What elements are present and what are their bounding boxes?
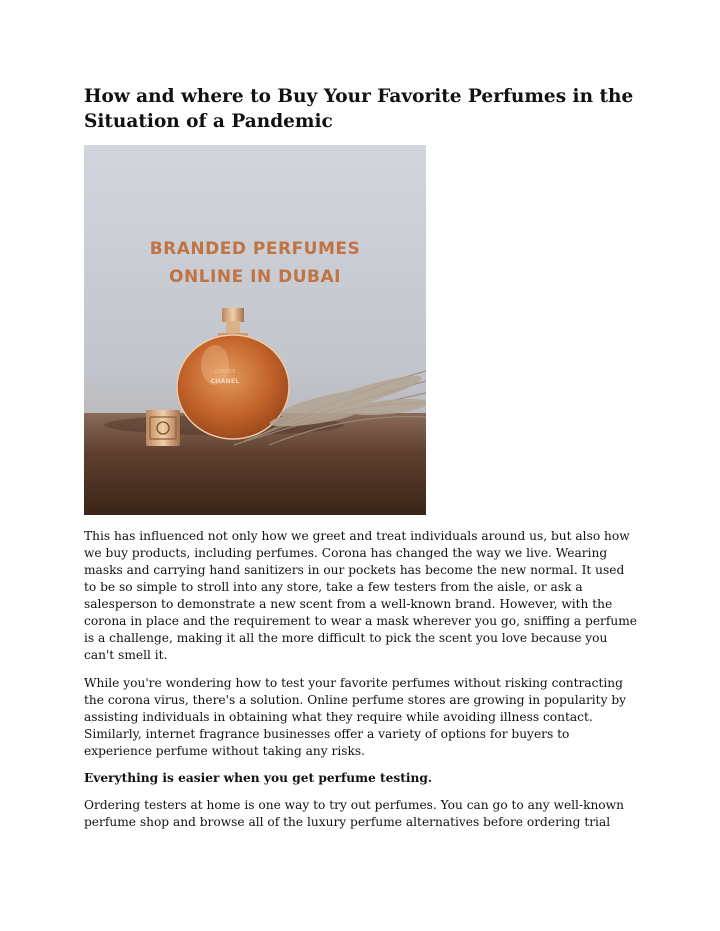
bottle-small-text: CHANCE — [214, 369, 236, 375]
hero-banner-line-2: ONLINE IN DUBAI — [169, 267, 341, 287]
article-paragraph-3: Ordering testers at home is one way to try out perfumes. You can go to any well-known perfume shop and browse all of the luxury perfume alternatives before ordering trial — [84, 798, 624, 829]
perfume-cap — [146, 410, 180, 446]
article-subheading: Everything is easier when you get perfume testing. — [84, 771, 433, 785]
article-title: How and where to Buy Your Favorite Perfumes in the Situation of a Pandemic — [84, 86, 634, 132]
article-paragraph-2: While you're wondering how to test your favorite perfumes without risking contracting the corona virus, there's a solution. Online perfume stores are growing in popularity by assisting individuals in obtaining what they require while avoiding illness contact. Similarly, internet fragrance businesses offer a variety of options for buyers to experience perfume without taking any risks. — [84, 676, 627, 758]
article-paragraph-1: This has influenced not only how we greet and treat individuals around us, but also how we buy products, including perfumes. Corona has changed the way we live. Wearing masks and carrying hand sanitizers in our pockets has become the new normal. It used to be so simple to stroll into any store, take a few testers from the aisle, or ask a salesperson to demonstrate a new scent from a well-known brand. However, with the corona in place and the requirement to wear a mask wherever you go, sniffing a perfume is a challenge, making it all the more difficult to pick the scent you love because you can't smell it. — [84, 529, 638, 662]
hero-banner-text — [84, 235, 426, 291]
bottle-brand-label: CHANEL — [210, 378, 240, 385]
hero-banner-line-1: BRANDED PERFUMES — [149, 239, 361, 259]
perfume-photo — [84, 145, 426, 515]
hero-image — [84, 145, 426, 515]
